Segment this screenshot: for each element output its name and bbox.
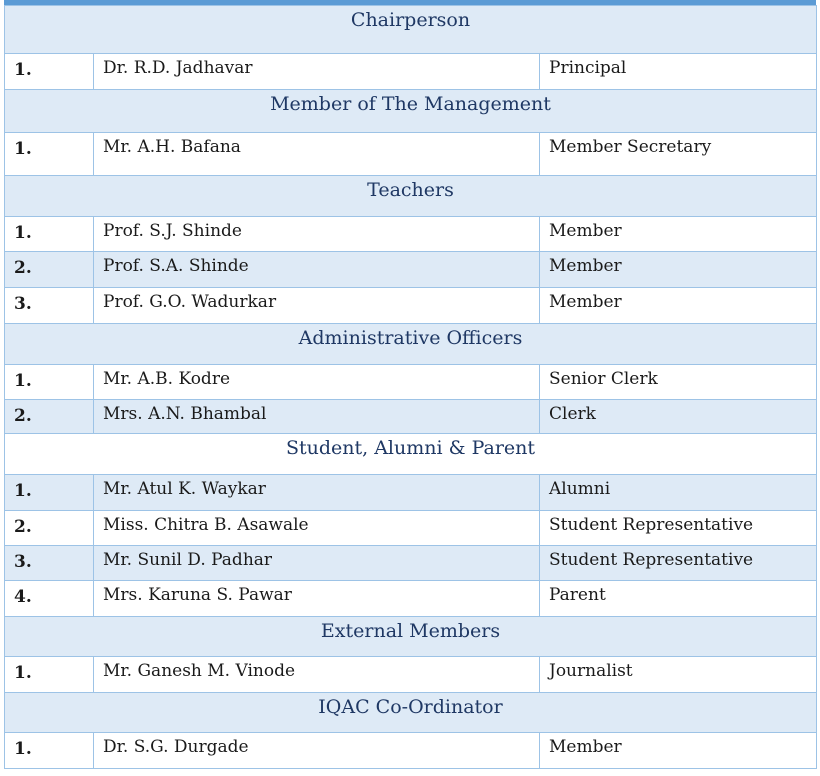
- member-name: Dr. S.G. Durgade: [94, 733, 540, 769]
- table-row: [5, 288, 817, 324]
- section-header-row: [5, 617, 817, 657]
- table-row: [5, 217, 817, 252]
- member-name: Dr. R.D. Jadhavar: [94, 54, 540, 90]
- row-number: 1.: [5, 657, 94, 693]
- section-header-row: [5, 693, 817, 733]
- member-role: Member: [540, 252, 817, 288]
- section-header-row: [5, 434, 817, 475]
- section-title: IQAC Co-Ordinator: [5, 693, 817, 733]
- table-row: [5, 133, 817, 176]
- row-number: 1.: [5, 133, 94, 176]
- row-number: 1.: [5, 733, 94, 769]
- member-role: Member Secretary: [540, 133, 817, 176]
- member-name: Mr. A.H. Bafana: [94, 133, 540, 176]
- committee-table: [4, 5, 817, 769]
- row-number: 2.: [5, 511, 94, 546]
- member-role: Student Representative: [540, 546, 817, 581]
- member-role: Member: [540, 733, 817, 769]
- table-row: [5, 733, 817, 769]
- row-number: 4.: [5, 581, 94, 617]
- row-number: 1.: [5, 217, 94, 252]
- row-number: 2.: [5, 400, 94, 434]
- table-row: [5, 400, 817, 434]
- member-role: Clerk: [540, 400, 817, 434]
- section-title: Administrative Officers: [5, 324, 817, 365]
- section-header-row: [5, 176, 817, 217]
- member-name: Prof. S.A. Shinde: [94, 252, 540, 288]
- table-row: [5, 511, 817, 546]
- member-name: Mrs. Karuna S. Pawar: [94, 581, 540, 617]
- section-header-row: [5, 6, 817, 54]
- member-role: Senior Clerk: [540, 365, 817, 400]
- member-name: Miss. Chitra B. Asawale: [94, 511, 540, 546]
- section-title: External Members: [5, 617, 817, 657]
- member-name: Mr. Atul K. Waykar: [94, 475, 540, 511]
- row-number: 2.: [5, 252, 94, 288]
- table-row: [5, 54, 817, 90]
- member-role: Journalist: [540, 657, 817, 693]
- member-name: Prof. S.J. Shinde: [94, 217, 540, 252]
- row-number: 3.: [5, 546, 94, 581]
- member-name: Mrs. A.N. Bhambal: [94, 400, 540, 434]
- member-name: Prof. G.O. Wadurkar: [94, 288, 540, 324]
- row-number: 1.: [5, 365, 94, 400]
- section-title: Chairperson: [5, 6, 817, 54]
- table-row: [5, 657, 817, 693]
- member-name: Mr. Ganesh M. Vinode: [94, 657, 540, 693]
- section-header-row: [5, 90, 817, 133]
- table-row: [5, 581, 817, 617]
- member-role: Parent: [540, 581, 817, 617]
- row-number: 3.: [5, 288, 94, 324]
- section-title: Teachers: [5, 176, 817, 217]
- table-row: [5, 475, 817, 511]
- member-name: Mr. Sunil D. Padhar: [94, 546, 540, 581]
- member-role: Student Representative: [540, 511, 817, 546]
- member-name: Mr. A.B. Kodre: [94, 365, 540, 400]
- member-role: Member: [540, 217, 817, 252]
- table-row: [5, 252, 817, 288]
- section-title: Student, Alumni & Parent: [5, 434, 817, 475]
- member-role: Principal: [540, 54, 817, 90]
- member-role: Member: [540, 288, 817, 324]
- row-number: 1.: [5, 475, 94, 511]
- row-number: 1.: [5, 54, 94, 90]
- table-row: [5, 365, 817, 400]
- section-title: Member of The Management: [5, 90, 817, 133]
- section-header-row: [5, 324, 817, 365]
- table-row: [5, 546, 817, 581]
- member-role: Alumni: [540, 475, 817, 511]
